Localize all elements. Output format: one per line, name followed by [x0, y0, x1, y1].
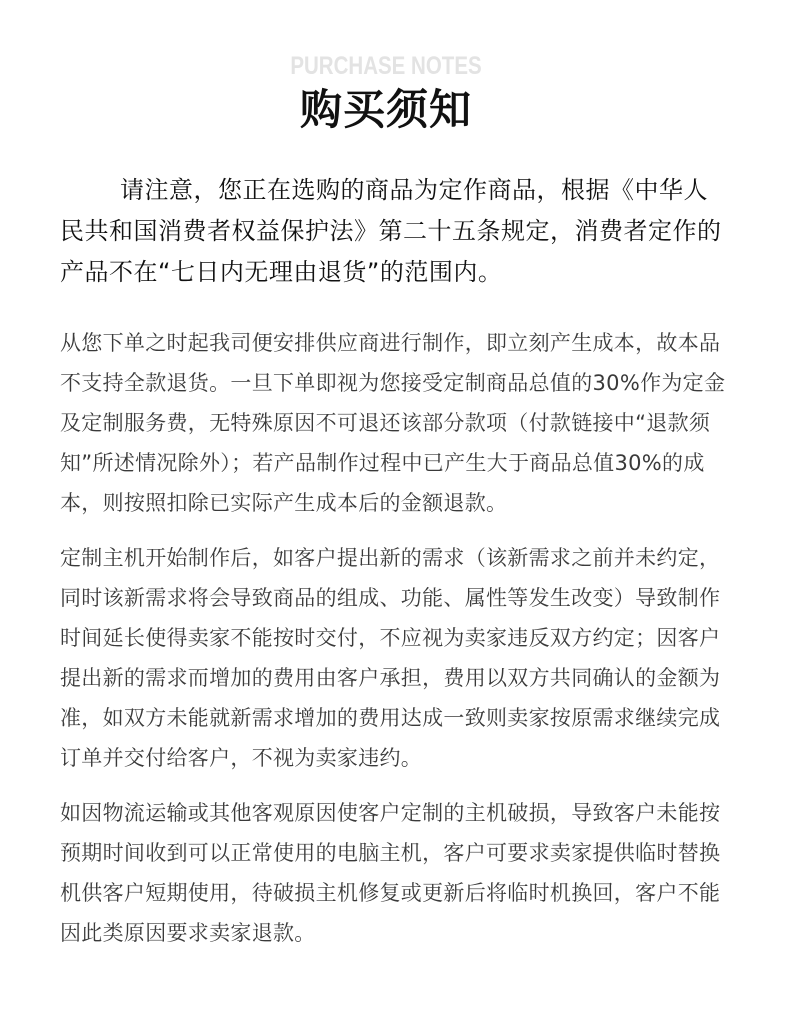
notice-paragraph: 请注意，您正在选购的商品为定作商品，根据《中华人民共和国消费者权益保护法》第二十五条规定，消费者定作的产品不在“七日内无理由退货”的范围内。 [60, 176, 722, 286]
new-requirement-paragraph: 定制主机开始制作后，如客户提出新的需求（该新需求之前并未约定，同时该新需求将会导致商品的组成、功能、属性等发生改变）导致制作时间延长使得卖家不能按时交付，不应视为卖家违反双方约定；因客户提出新的需求而增加的费用由客户承担，费用以双方共同确认的金额为准，如双方未能就新需求增加的费用达成一致则卖家按原需求继续完成订单并交付给客户，不视为卖家违约。 [60, 546, 721, 770]
english-subtitle: PURCHASE NOTES [290, 52, 482, 80]
deposit-policy-paragraph: 从您下单之时起我司便安排供应商进行制作，即立刻产生成本，故本品不支持全款退货。一旦下单即视为您接受定制商品总值的30%作为定金及定制服务费，无特殊原因不可退还该部分款项（付款链接中“退款须知”所述情况除外）；若产品制作过程中已产生大于商品总值30%的成本，则按照扣除已实际产生成本后的金额退款。 [60, 331, 726, 515]
page-title: 购买须知 [299, 85, 472, 134]
shipping-damage-paragraph: 如因物流运输或其他客观原因使客户定制的主机破损，导致客户未能按预期时间收到可以正常使用的电脑主机，客户可要求卖家提供临时替换机供客户短期使用，待破损主机修复或更新后将临时机换回，客户不能因此类原因要求卖家退款。 [60, 801, 721, 945]
